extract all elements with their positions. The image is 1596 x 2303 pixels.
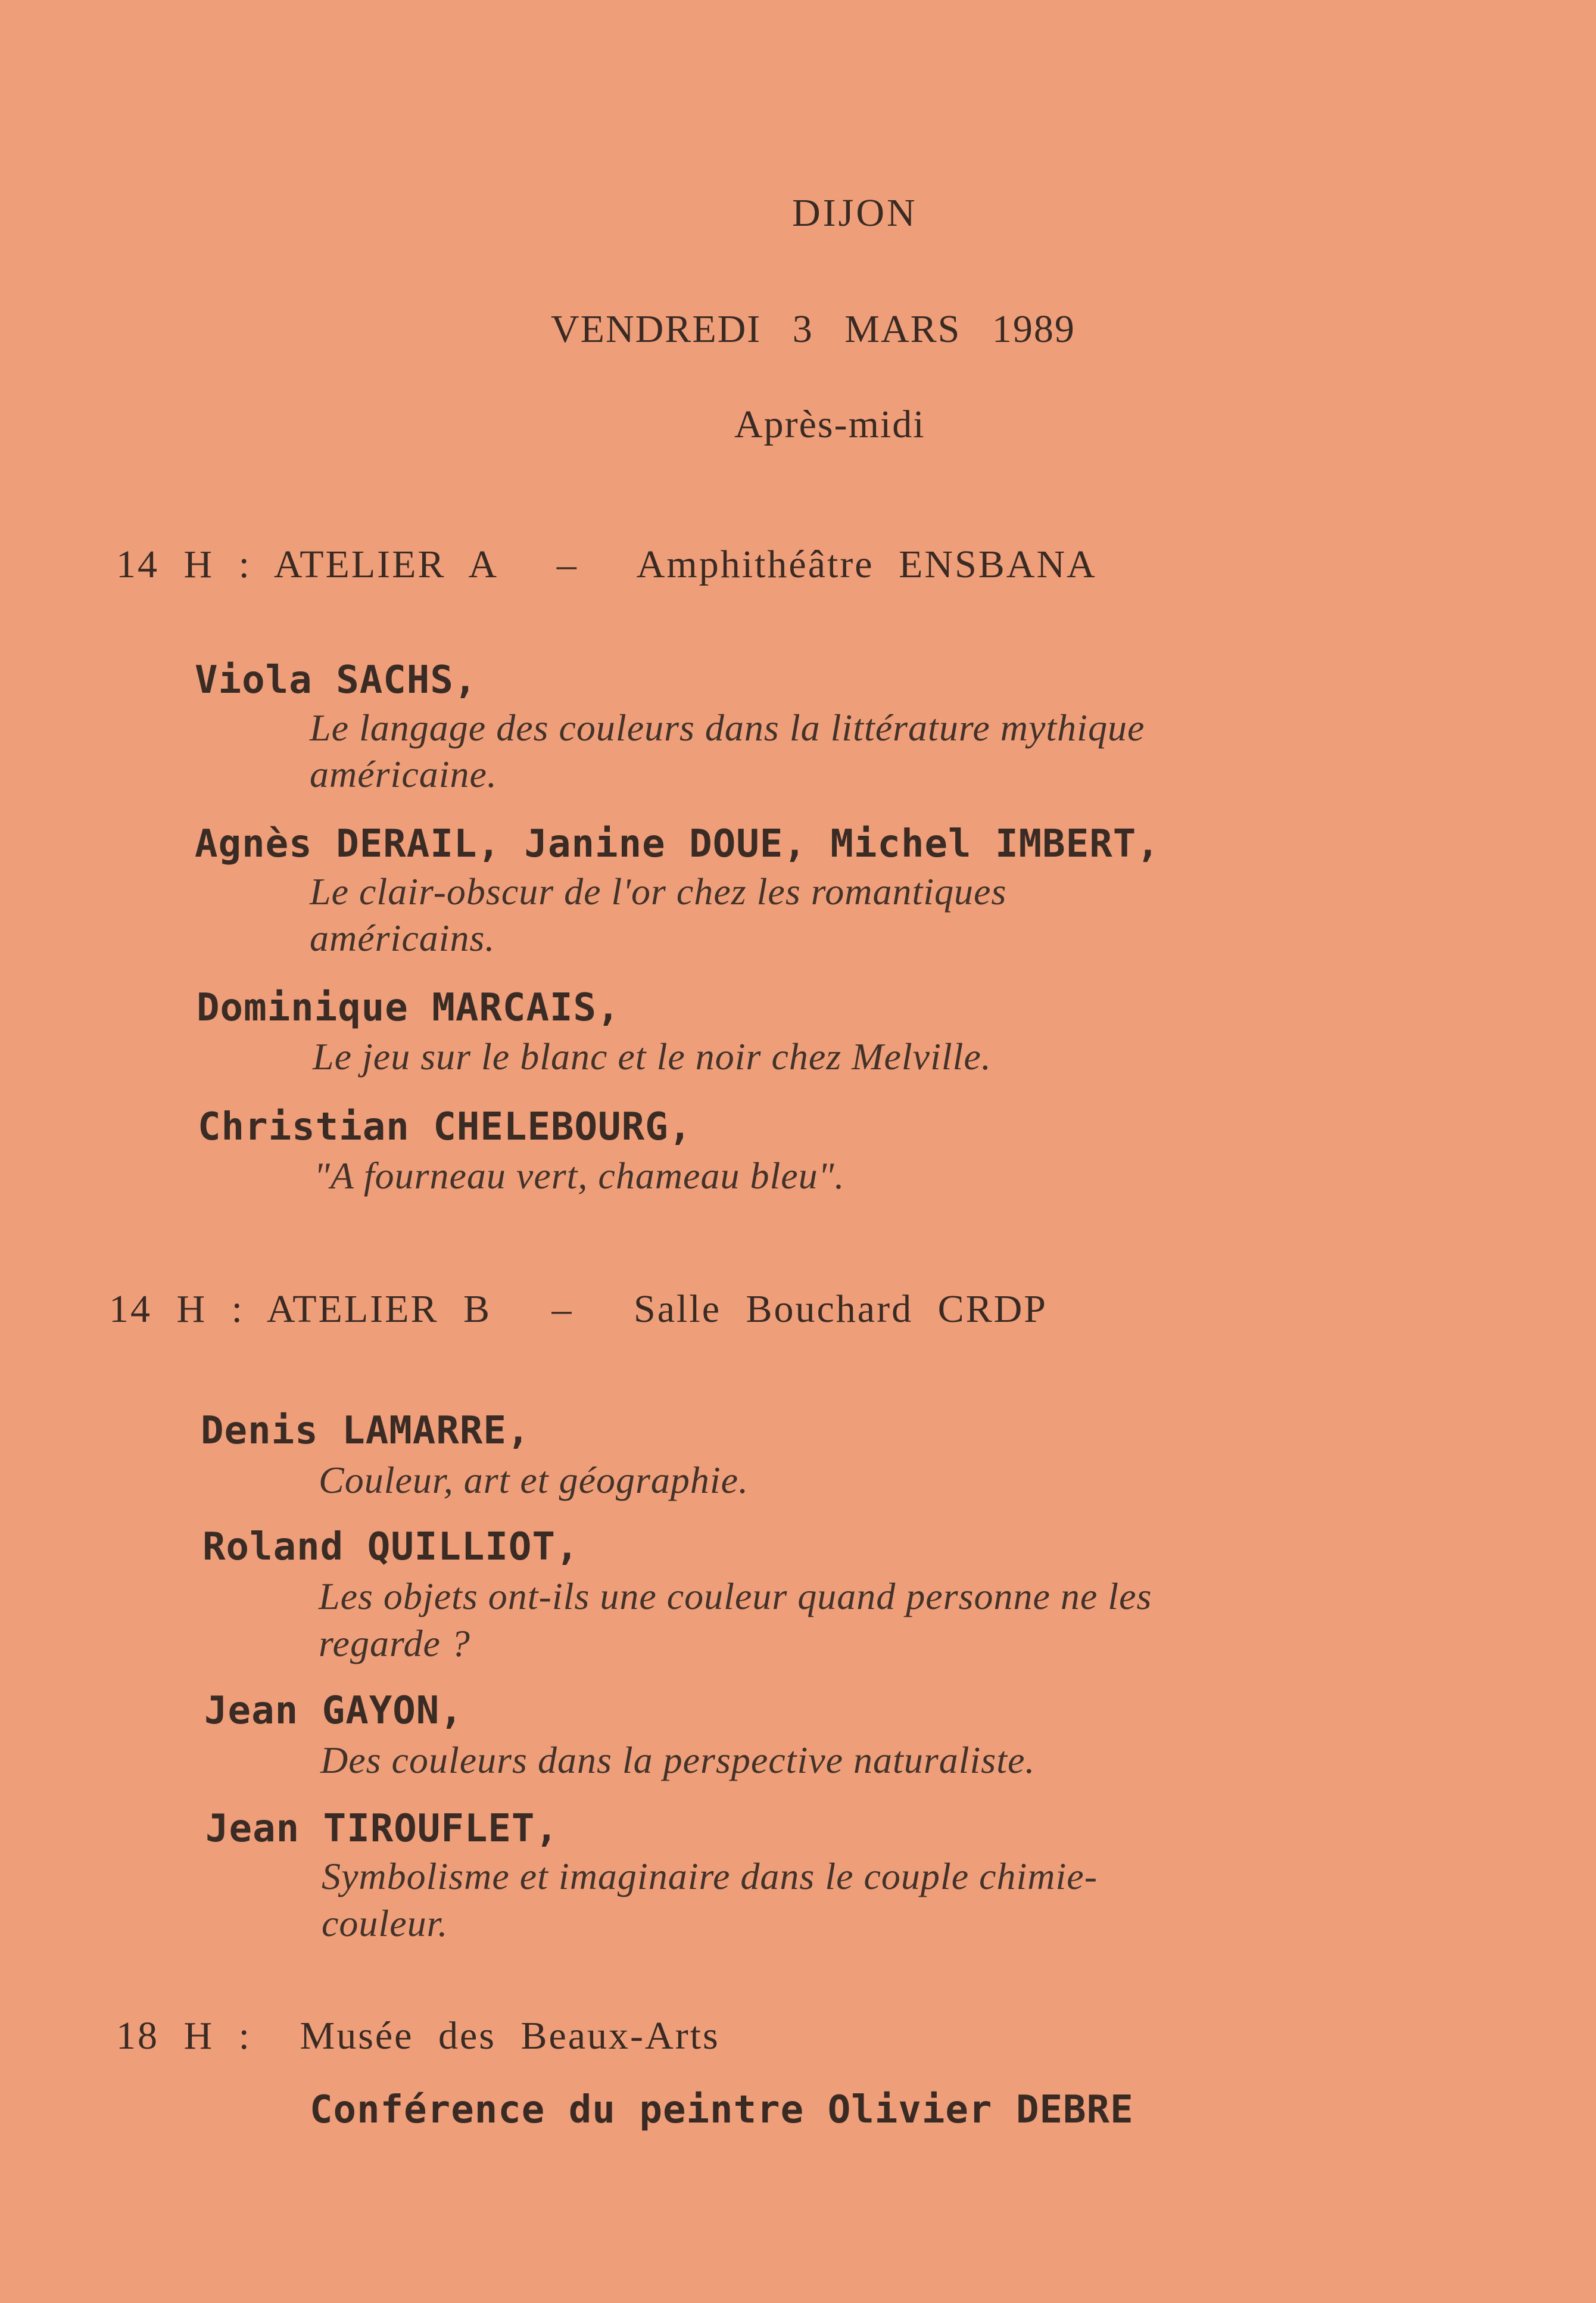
lecture-title: Conférence du peintre Olivier DEBRE [310,2088,1134,2132]
speaker-name: Dominique MARCAIS, [197,986,621,1030]
talk-title-line: Le jeu sur le blanc et le noir chez Melville. [313,1035,992,1078]
speaker-name: Roland QUILLIOT, [202,1525,579,1569]
session-b-separator: – [551,1287,573,1331]
talk-title-line: Des couleurs dans la perspective naturaliste. [320,1739,1036,1781]
session-a-header [116,542,1097,587]
evening-location: Musée des Beaux-Arts [300,2014,720,2058]
talk-title-line: regarde ? [319,1622,470,1664]
evening-colon: : [238,2014,252,2058]
speaker-name: Jean GAYON, [204,1689,463,1733]
talk-title-line: américaine. [310,753,497,795]
talk-title-line: "A fourneau vert, chameau bleu". [314,1154,845,1197]
talk-title-line: couleur. [322,1902,448,1944]
speaker-name: Christian CHELEBOURG, [198,1105,693,1149]
speaker-name: Jean TIROUFLET, [205,1807,559,1851]
talk-title-line: Couleur, art et géographie. [319,1459,749,1501]
city-heading: DIJON [792,191,918,235]
talk-title-line: Les objets ont-ils une couleur quand personne ne les [319,1575,1152,1617]
event-date: VENDREDI 3 MARS 1989 [551,307,1076,351]
evening-header [116,2013,720,2059]
speaker-name: Agnès DERAIL, Janine DOUE, Michel IMBERT, [195,822,1160,866]
talk-title-line: Le langage des couleurs dans la littérature mythique [310,707,1145,749]
talk-title-line: américains. [310,917,495,959]
session-a-location: Amphithéâtre ENSBANA [636,543,1097,586]
session-b-name: ATELIER B [266,1287,492,1331]
evening-time: 18 H [116,2014,214,2058]
session-a-colon: : [238,543,252,586]
speaker-name: Denis LAMARRE, [201,1409,531,1453]
session-a-time: 14 H [116,543,214,586]
talk-title-line: Le clair-obscur de l'or chez les romantiques [310,870,1007,913]
speaker-name: Viola SACHS, [195,658,478,702]
period-label: Après-midi [734,403,925,446]
session-b-time: 14 H [109,1287,207,1331]
session-b-header [109,1287,1048,1332]
session-b-location: Salle Bouchard CRDP [634,1287,1048,1331]
talk-title-line: Symbolisme et imaginaire dans le couple chimie- [322,1855,1098,1897]
session-a-name: ATELIER A [273,543,497,586]
session-a-separator: – [556,543,578,586]
session-b-colon: : [231,1287,245,1331]
